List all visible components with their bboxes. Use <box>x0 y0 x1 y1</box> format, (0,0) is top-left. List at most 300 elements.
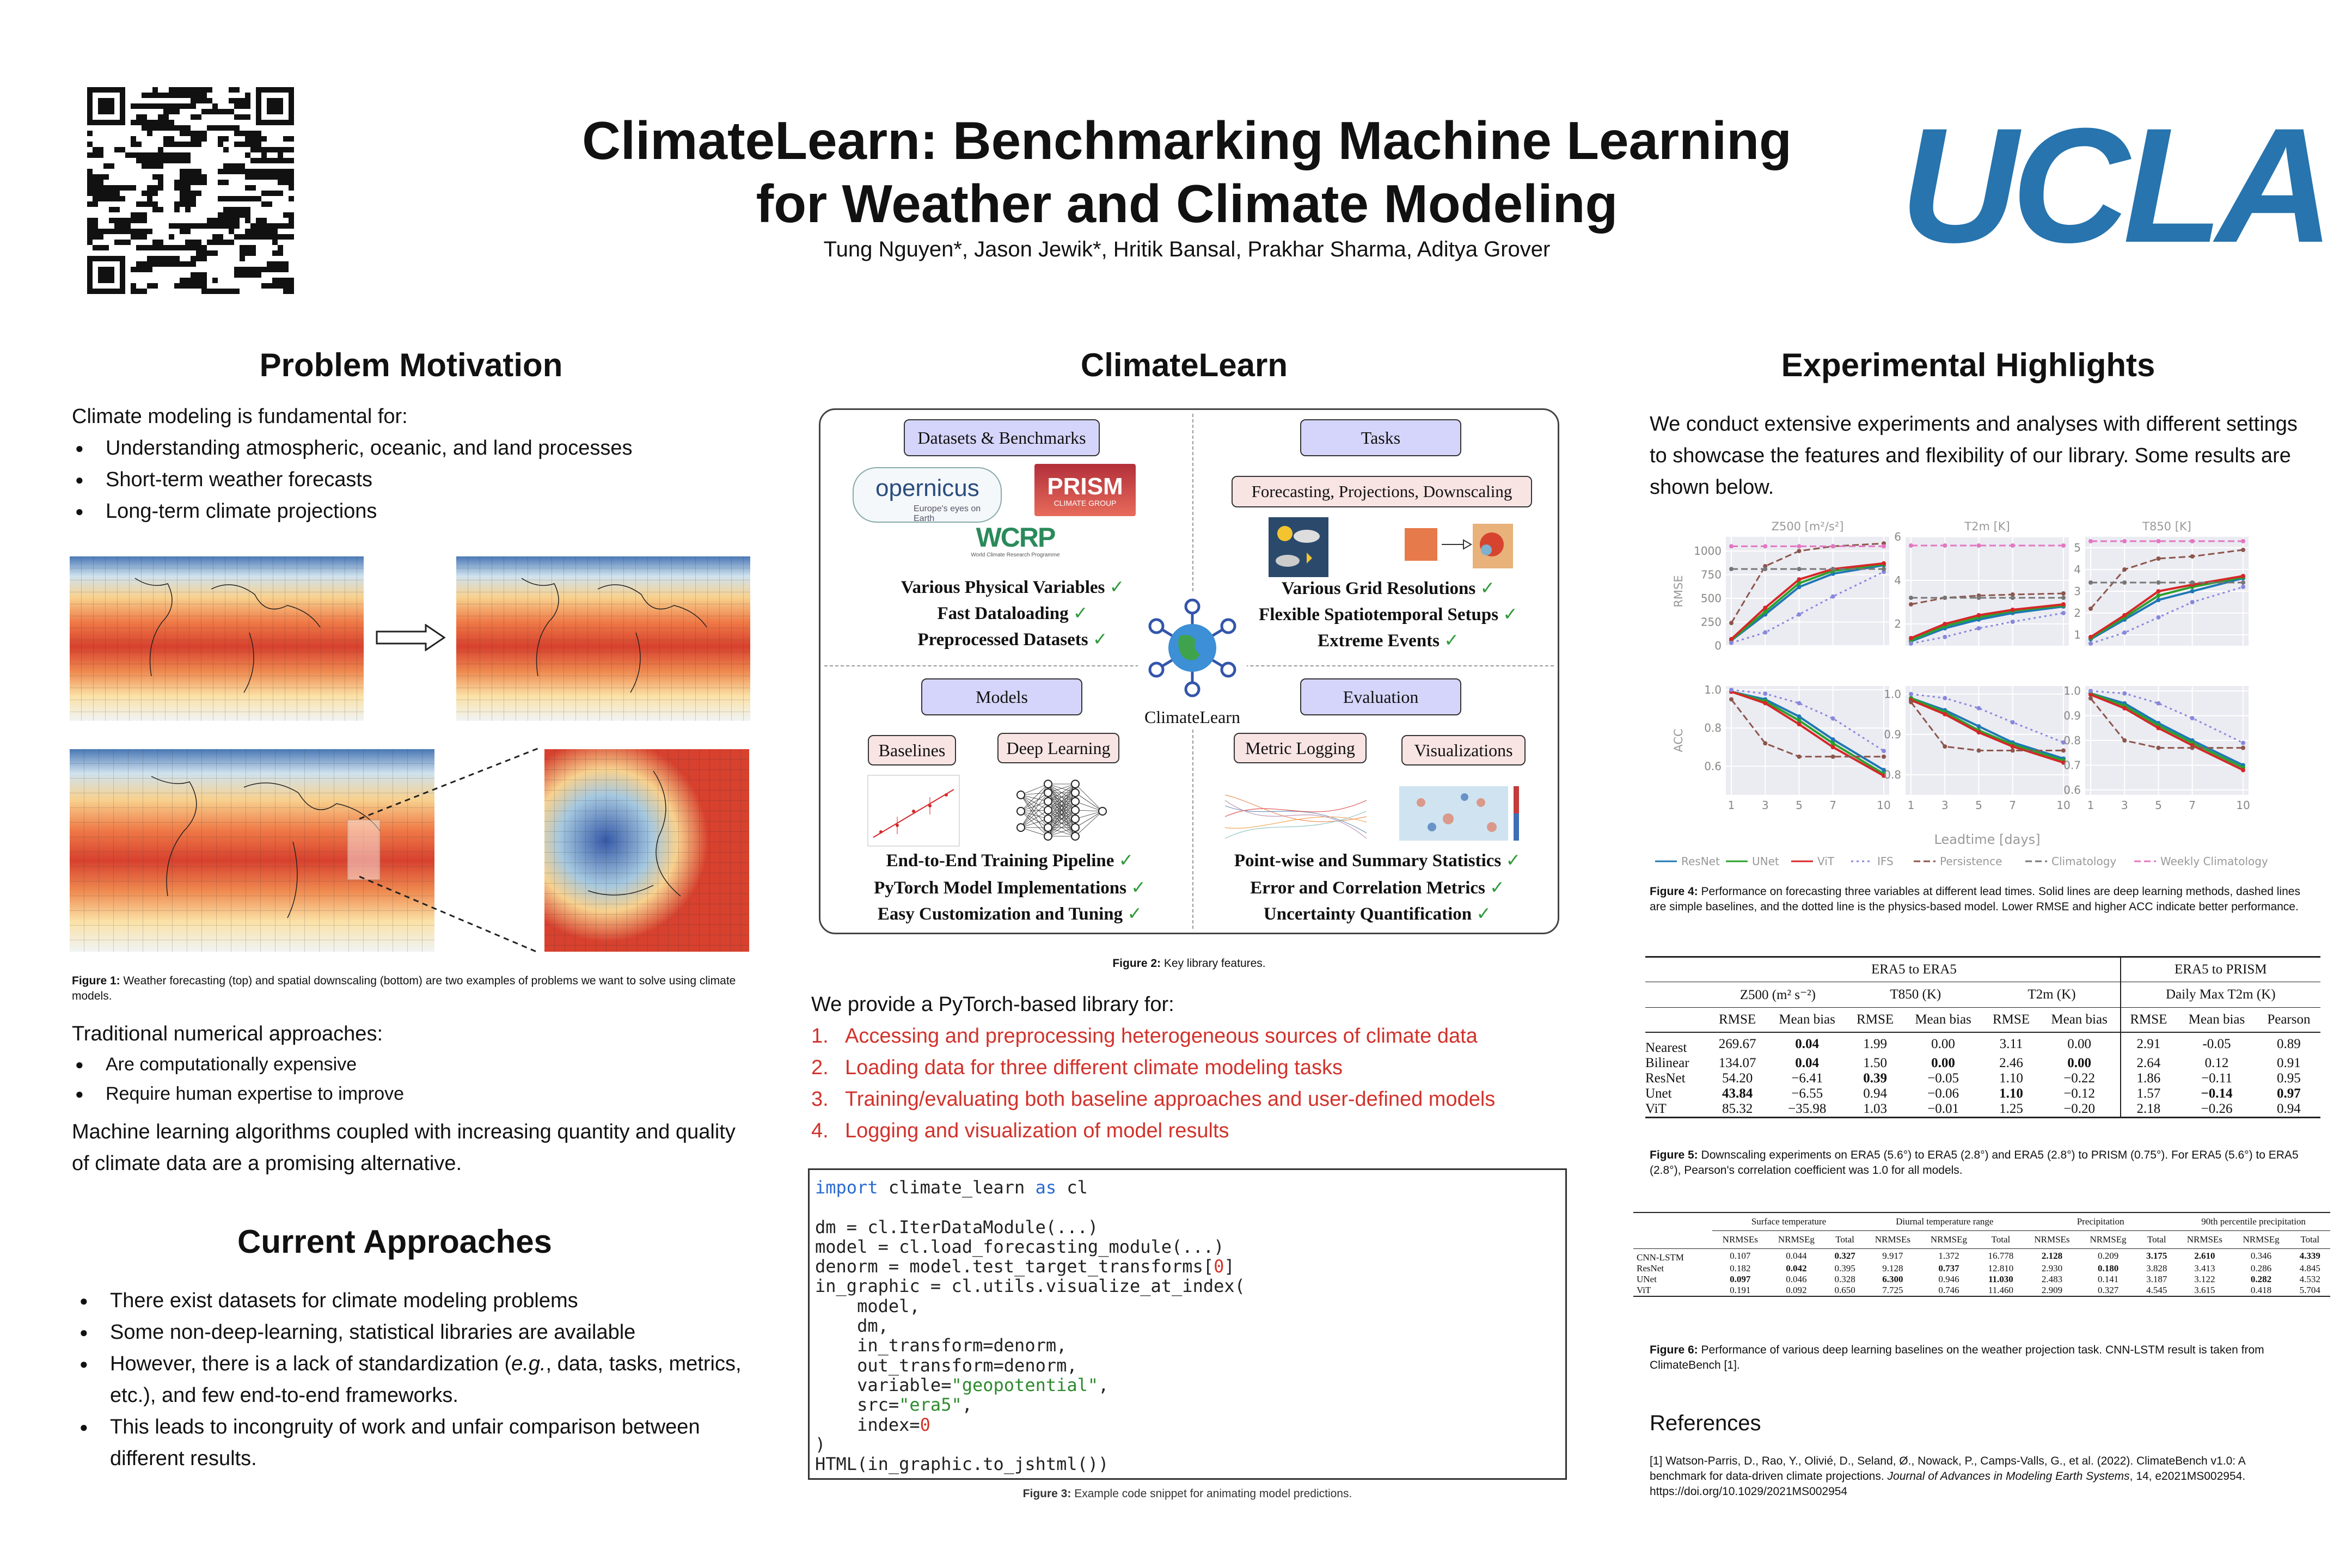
reference-item <box>1650 1454 2303 1499</box>
plot-background <box>1906 686 2069 795</box>
data-point <box>1797 577 1801 581</box>
data-point <box>1831 745 1835 749</box>
data-point <box>2241 548 2245 552</box>
tick-label: 0.8 <box>1884 768 1901 781</box>
table-cell: −0.01 <box>1927 1101 1959 1116</box>
tick-label: 0.9 <box>2063 709 2081 722</box>
code-line <box>815 1395 1565 1414</box>
feature-item <box>1198 903 1557 924</box>
list-number: 1. <box>811 1025 829 1048</box>
code-token: variable= <box>815 1374 952 1395</box>
data-point <box>2061 602 2066 607</box>
feature-item <box>838 602 1187 624</box>
data-point <box>1797 701 1801 706</box>
models-pill: Models <box>921 678 1082 715</box>
data-point <box>2241 574 2245 578</box>
table-row <box>1633 1231 2330 1249</box>
data-point <box>2190 746 2195 750</box>
data-point <box>1909 700 1913 705</box>
list-item: ● There exist datasets for climate modeling problems <box>76 1285 746 1316</box>
table-var-header: Daily Max T2m (K) <box>2165 987 2276 1002</box>
feature-item <box>838 628 1187 650</box>
data-point <box>1797 544 1801 548</box>
data-point <box>2156 746 2160 750</box>
table-cell: 0.286 <box>2250 1263 2272 1273</box>
table-row <box>1645 1008 2320 1033</box>
table-col-header: NRMSEs <box>2186 1234 2222 1245</box>
data-point <box>2061 596 2066 600</box>
tick-label: 6 <box>1894 530 1901 543</box>
data-point <box>2156 556 2160 561</box>
data-point <box>1882 755 1886 759</box>
legend-label: IFS <box>1877 855 1894 868</box>
tick-label: 10 <box>1877 799 1891 812</box>
text: Loading data for three different climate modeling tasks <box>845 1056 1343 1079</box>
neural-network-icon <box>1013 773 1111 849</box>
data-point <box>1729 621 1734 625</box>
axis-label: ACC <box>1672 728 1685 752</box>
heatmap-map <box>70 556 364 721</box>
table-row <box>1645 1086 2320 1101</box>
downscale-thumbnail <box>1405 523 1514 569</box>
code-line <box>815 1178 1565 1197</box>
text: , data, tasks, metrics, etc.), and few end-to-end frameworks. <box>110 1352 742 1407</box>
legend-label: ResNet <box>1681 855 1720 868</box>
code-token: 0 <box>920 1414 930 1435</box>
table-cell: 54.20 <box>1722 1071 1753 1086</box>
datasets-pill: Datasets & Benchmarks <box>904 419 1100 456</box>
table-cell: 0.946 <box>1938 1274 1959 1284</box>
figure-4-caption <box>1650 884 2303 915</box>
data-point <box>1763 741 1767 745</box>
code-line: dm, <box>815 1315 889 1337</box>
data-point <box>1797 567 1801 571</box>
data-point <box>2088 539 2093 543</box>
data-point <box>1797 714 1801 719</box>
logo-subtext: Europe's eyes on Earth <box>914 504 981 523</box>
downscaling-table <box>1645 956 2320 1118</box>
forecast-map-input <box>70 556 364 721</box>
table-cell: 0.97 <box>2277 1086 2301 1101</box>
feature-item <box>1236 577 1541 599</box>
table-cell: −0.12 <box>2039 1086 2121 1101</box>
network-globe-icon <box>1138 593 1247 702</box>
list-item: ● This leads to incongruity of work and unfair comparison between different results. <box>76 1411 746 1474</box>
data-point <box>2156 580 2160 585</box>
parallel-coords-icon <box>1225 784 1367 844</box>
caption-label: Figure 1: <box>72 975 120 987</box>
table-cell: 16.778 <box>1988 1251 2014 1261</box>
data-point <box>2088 580 2093 585</box>
table-cell: 3.413 <box>2194 1263 2215 1273</box>
chart-grid <box>1633 506 2341 877</box>
table-col-header: RMSE <box>1857 1012 1894 1027</box>
table-cell: 0.95 <box>2277 1071 2301 1086</box>
tick-label: 7 <box>2009 799 2017 812</box>
data-point <box>1943 744 1947 749</box>
data-point <box>1763 701 1767 706</box>
figure-3-caption <box>808 1486 1567 1502</box>
list-number: 2. <box>811 1056 829 1079</box>
data-point <box>1831 544 1835 548</box>
data-point <box>2061 749 2066 753</box>
table-cell: 0.746 <box>1938 1285 1959 1295</box>
table-cell: 5.704 <box>2299 1285 2320 1295</box>
feature-item <box>1236 603 1541 625</box>
data-point <box>1729 697 1734 702</box>
tick-label: 250 <box>1700 615 1722 629</box>
table-var-header: T850 (K) <box>1890 987 1941 1002</box>
data-point <box>1797 755 1801 759</box>
table-cell: 11.030 <box>1988 1274 2013 1284</box>
table-cell: 1.10 <box>1999 1071 2023 1086</box>
tick-label: 0.8 <box>1704 721 1722 735</box>
data-point <box>2011 596 2015 600</box>
table-col-header: NRMSEs <box>2034 1234 2070 1245</box>
text: Error and Correlation Metrics <box>1250 878 1485 898</box>
check-icon: ✓ <box>1444 631 1459 651</box>
climatelearn-logo <box>1138 593 1247 730</box>
table-cell: 2.18 <box>2136 1101 2161 1116</box>
table-cell: 0.044 <box>1786 1251 1807 1261</box>
caption-label: Figure 4: <box>1650 885 1698 898</box>
table-cell: 0.328 <box>1834 1274 1855 1284</box>
table-row <box>1645 957 2320 982</box>
data-point <box>1763 567 1767 571</box>
table-row-label: ViT <box>1645 1101 1667 1116</box>
data-point <box>2156 539 2160 543</box>
code-token: , <box>1098 1374 1109 1395</box>
table-cell: 0.00 <box>2039 1032 2121 1056</box>
motivation-text <box>72 401 752 527</box>
data-point <box>2241 741 2245 745</box>
table-row-label: ViT <box>1637 1285 1651 1295</box>
data-point <box>1943 543 1947 548</box>
data-point <box>2241 746 2245 750</box>
check-icon: ✓ <box>1131 878 1146 898</box>
table-var-header: Z500 (m² s⁻²) <box>1739 988 1816 1002</box>
wcrp-logo <box>953 523 1078 561</box>
tick-label: 1000 <box>1694 544 1722 558</box>
data-point <box>2088 607 2093 611</box>
code-token: climate_learn <box>878 1177 1036 1198</box>
data-point <box>2122 580 2127 585</box>
table-cell: 0.107 <box>1730 1251 1751 1261</box>
table-cell: 4.545 <box>2146 1285 2167 1295</box>
data-point <box>1882 567 1886 571</box>
table-cell: -0.05 <box>2202 1037 2231 1051</box>
motivation-intro: Climate modeling is fundamental for: <box>72 405 408 428</box>
table-cell: 0.04 <box>1795 1037 1820 1051</box>
data-point <box>1831 595 1835 599</box>
feature-item <box>1236 629 1541 651</box>
table-row-label: Bilinear <box>1645 1056 1689 1070</box>
tick-label: 750 <box>1700 568 1722 581</box>
provide-intro: We provide a PyTorch-based library for: <box>811 993 1174 1016</box>
table-cell: 0.327 <box>1834 1251 1855 1261</box>
data-point <box>2156 701 2160 706</box>
table-cell: 2.610 <box>2194 1251 2215 1261</box>
tick-label: 3 <box>1761 799 1769 812</box>
data-point <box>2122 567 2127 572</box>
legend-label: Weekly Climatology <box>2160 855 2268 868</box>
figure-5-caption <box>1650 1148 2303 1178</box>
code-token: 0 <box>1214 1256 1224 1277</box>
table-cell: 0.94 <box>1863 1086 1887 1101</box>
tick-label: 1 <box>2074 628 2081 641</box>
table-cell: 2.91 <box>2136 1037 2161 1051</box>
data-point <box>1797 722 1801 726</box>
data-point <box>1729 641 1734 645</box>
table-cell: 0.180 <box>2097 1263 2119 1273</box>
data-point <box>2156 615 2160 620</box>
table-col-header: RMSE <box>1719 1012 1756 1027</box>
code-line: model, <box>815 1295 920 1316</box>
check-icon: ✓ <box>1490 878 1505 898</box>
traditional-text <box>72 1018 758 1179</box>
table-cell: 0.182 <box>1730 1263 1751 1273</box>
copernicus-logo <box>853 467 1002 523</box>
data-point <box>2011 543 2015 548</box>
data-point <box>1831 716 1835 721</box>
list-item: ● Require human expertise to improve <box>72 1079 758 1108</box>
heatmap-map <box>544 749 749 952</box>
table-col-header: Mean bias <box>2188 1012 2245 1027</box>
table-cell: 2.930 <box>2041 1263 2063 1273</box>
table-cell: 0.39 <box>1863 1071 1887 1086</box>
tick-label: 4 <box>2074 563 2081 576</box>
table-group-header: Surface temperature <box>1712 1212 1865 1231</box>
references-heading: References <box>1650 1411 1761 1435</box>
feature-item <box>833 903 1187 924</box>
current-text <box>76 1285 746 1474</box>
tick-label: 3 <box>2074 585 2081 598</box>
table-cell: 11.460 <box>1988 1285 2013 1295</box>
plot-background <box>1726 537 1889 646</box>
title-line-1: ClimateLearn: Benchmarking Machine Learning <box>582 111 1792 170</box>
caption-text: Weather forecasting (top) and spatial downscaling (bottom) are two examples of problems we want to solve using climate models. <box>72 975 736 1002</box>
tick-label: 5 <box>2155 799 2162 812</box>
tick-label: 5 <box>2074 541 2081 554</box>
table-cell: −0.20 <box>2039 1101 2121 1118</box>
table-col-header: RMSE <box>2130 1012 2167 1027</box>
forecasting-pill: Forecasting, Projections, Downscaling <box>1232 476 1532 507</box>
data-point <box>1909 641 1913 646</box>
code-token: denorm = model.test_target_transforms[ <box>815 1256 1214 1277</box>
deep-learning-pill: Deep Learning <box>997 733 1119 763</box>
data-point <box>2122 539 2127 543</box>
traditional-intro: Traditional numerical approaches: <box>72 1022 383 1045</box>
list-item: ● Are computationally expensive <box>72 1050 758 1079</box>
logo-text: WCRP <box>976 522 1055 553</box>
data-point <box>1943 712 1947 716</box>
text: However, there is a lack of standardization ( <box>110 1352 512 1375</box>
data-point <box>2088 641 2093 646</box>
legend-label: ViT <box>1817 855 1835 868</box>
code-line: out_transform=denorm, <box>815 1355 1077 1376</box>
table-cell: 2.483 <box>2041 1274 2063 1284</box>
table-col-header: NRMSEs <box>1722 1234 1758 1245</box>
evaluation-pill: Evaluation <box>1300 678 1461 715</box>
tasks-pill: Tasks <box>1300 419 1461 456</box>
data-point <box>1729 637 1734 641</box>
list-item <box>811 1052 1573 1083</box>
feature-item <box>833 877 1187 898</box>
table-5 <box>1645 956 2320 1118</box>
highlights-intro: We conduct extensive experiments and analyses with different settings to showcase the features and flexibility of our library. Some results are shown below. <box>1650 413 2298 499</box>
data-point <box>1976 543 1981 548</box>
table-cell: 9.128 <box>1882 1263 1903 1273</box>
table-cell: 0.91 <box>2277 1056 2301 1070</box>
tick-label: 1.0 <box>1884 687 1901 701</box>
table-col-header: Total <box>2300 1234 2320 1245</box>
data-point <box>1943 596 1947 600</box>
data-point <box>2122 706 2127 710</box>
table-cell: 0.042 <box>1786 1263 1807 1273</box>
table-cell: 0.00 <box>1931 1037 1955 1051</box>
data-point <box>2241 580 2245 585</box>
code-token: src= <box>815 1394 899 1416</box>
code-snippet <box>808 1168 1567 1480</box>
check-icon: ✓ <box>1109 578 1125 597</box>
data-point <box>1763 605 1767 610</box>
check-icon: ✓ <box>1073 604 1088 623</box>
code-line: HTML(in_graphic.to_jshtml()) <box>815 1454 1109 1475</box>
table-cell: 0.89 <box>2277 1037 2301 1051</box>
data-point <box>2190 716 2195 720</box>
text: Preprocessed Datasets <box>917 630 1088 650</box>
code-line <box>815 1415 1565 1435</box>
title-line-2: for Weather and Climate Modeling <box>756 174 1618 234</box>
table-cell: 134.07 <box>1718 1056 1756 1070</box>
text: Journal of Advances in Modeling Earth Systems <box>1887 1470 2130 1483</box>
logo-subtext: CLIMATE GROUP <box>1054 499 1117 507</box>
table-group-header: ERA5 to PRISM <box>2175 962 2267 977</box>
forecast-map-output <box>456 556 750 721</box>
data-point <box>1729 544 1734 548</box>
authors: Tung Nguyen*, Jason Jewik*, Hritik Bansal, Prakhar Sharma, Aditya Grover <box>823 237 1551 261</box>
table-cell: 2.46 <box>1999 1056 2023 1070</box>
list-item: ● Understanding atmospheric, oceanic, and land processes <box>72 432 752 464</box>
data-point <box>1797 612 1801 617</box>
data-point <box>2088 696 2093 701</box>
data-point <box>2061 611 2066 615</box>
code-token: index= <box>815 1414 920 1435</box>
plot-background <box>1726 686 1889 795</box>
data-point <box>1976 749 1981 753</box>
table-cell: 3.11 <box>1999 1037 2023 1051</box>
motivation-heading: Problem Motivation <box>259 347 563 383</box>
text: Logging and visualization of model results <box>845 1119 1229 1142</box>
qr-code <box>87 87 294 294</box>
caption-label: Figure 6: <box>1650 1344 1698 1356</box>
logo-subtext: World Climate Research Programme <box>971 552 1060 558</box>
list-number: 3. <box>811 1088 829 1111</box>
table-cell: 3.175 <box>2146 1251 2167 1261</box>
text: Easy Customization and Tuning <box>877 904 1123 924</box>
data-point <box>2061 543 2066 548</box>
table-cell: 1.50 <box>1863 1056 1887 1070</box>
table-cell: 0.327 <box>2097 1285 2119 1295</box>
ucla-logo: UCLA <box>1900 94 2328 277</box>
table-col-header: NRMSEg <box>2090 1234 2127 1245</box>
table-cell: 0.00 <box>2039 1056 2121 1071</box>
check-icon: ✓ <box>1480 579 1496 598</box>
data-point <box>1882 544 1886 548</box>
data-point <box>1831 567 1835 571</box>
tick-label: 0.6 <box>1704 759 1722 773</box>
data-point <box>2011 720 2015 725</box>
list-item: ● Long-term climate projections <box>72 495 752 527</box>
tick-label: 1 <box>2087 799 2094 812</box>
table-cell: 1.25 <box>1999 1101 2023 1116</box>
table-cell: −0.14 <box>2201 1086 2233 1101</box>
weather-icons <box>1269 517 1328 577</box>
table-cell: 0.141 <box>2097 1274 2119 1284</box>
data-point <box>1976 706 1981 710</box>
code-token: import <box>815 1177 878 1198</box>
text: Fast Dataloading <box>937 604 1069 623</box>
code-line <box>815 1197 1565 1217</box>
data-point <box>1763 630 1767 635</box>
table-cell: −0.11 <box>2201 1071 2232 1086</box>
table-cell: −6.41 <box>1791 1071 1823 1086</box>
table-cell: 0.046 <box>1786 1274 1807 1284</box>
tick-label: 0.9 <box>1884 727 1901 741</box>
table-cell: 9.917 <box>1882 1251 1903 1261</box>
tick-label: 1 <box>1728 799 1735 812</box>
code-line: model = cl.load_forecasting_module(...) <box>815 1236 1224 1257</box>
data-point <box>1882 749 1886 753</box>
table-cell: 3.615 <box>2194 1285 2215 1295</box>
code-token: "era5" <box>899 1394 962 1416</box>
check-icon: ✓ <box>1505 851 1521 871</box>
text: Various Grid Resolutions <box>1281 579 1476 598</box>
tick-label: 5 <box>1975 799 1982 812</box>
prism-logo <box>1034 464 1136 516</box>
data-point <box>2190 580 2195 585</box>
data-point <box>1729 567 1734 571</box>
table-col-header: RMSE <box>1992 1012 2030 1027</box>
forecast-charts <box>1633 506 2341 877</box>
data-point <box>2011 744 2015 749</box>
tick-label: 0 <box>1714 639 1722 652</box>
table-cell: 0.418 <box>2250 1285 2272 1295</box>
feature-item <box>1198 877 1557 898</box>
tick-label: 3 <box>2121 799 2128 812</box>
data-point <box>1943 622 1947 626</box>
climatelearn-heading: ClimateLearn <box>1080 347 1288 383</box>
data-point <box>1909 636 1913 640</box>
zoom-lines <box>359 746 544 958</box>
table-group-header: 90th percentile precipitation <box>2177 1212 2330 1231</box>
check-icon: ✓ <box>1127 904 1143 924</box>
text: Accessing and preprocessing heterogeneous sources of climate data <box>845 1025 1478 1048</box>
data-point <box>2122 613 2127 617</box>
text: Various Physical Variables <box>901 578 1105 597</box>
data-point <box>1909 602 1913 607</box>
table-cell: 1.99 <box>1863 1037 1887 1051</box>
table-group-header: Precipitation <box>2024 1212 2177 1231</box>
data-point <box>2122 738 2127 743</box>
table-row <box>1633 1274 2330 1285</box>
code-line <box>815 1375 1565 1395</box>
current-heading: Current Approaches <box>237 1223 552 1260</box>
table-col-header: Mean bias <box>1915 1012 1971 1027</box>
table-cell: 4.845 <box>2299 1263 2320 1273</box>
table-cell: 7.725 <box>1882 1285 1903 1295</box>
table-col-header: NRMSEg <box>2243 1234 2280 1245</box>
